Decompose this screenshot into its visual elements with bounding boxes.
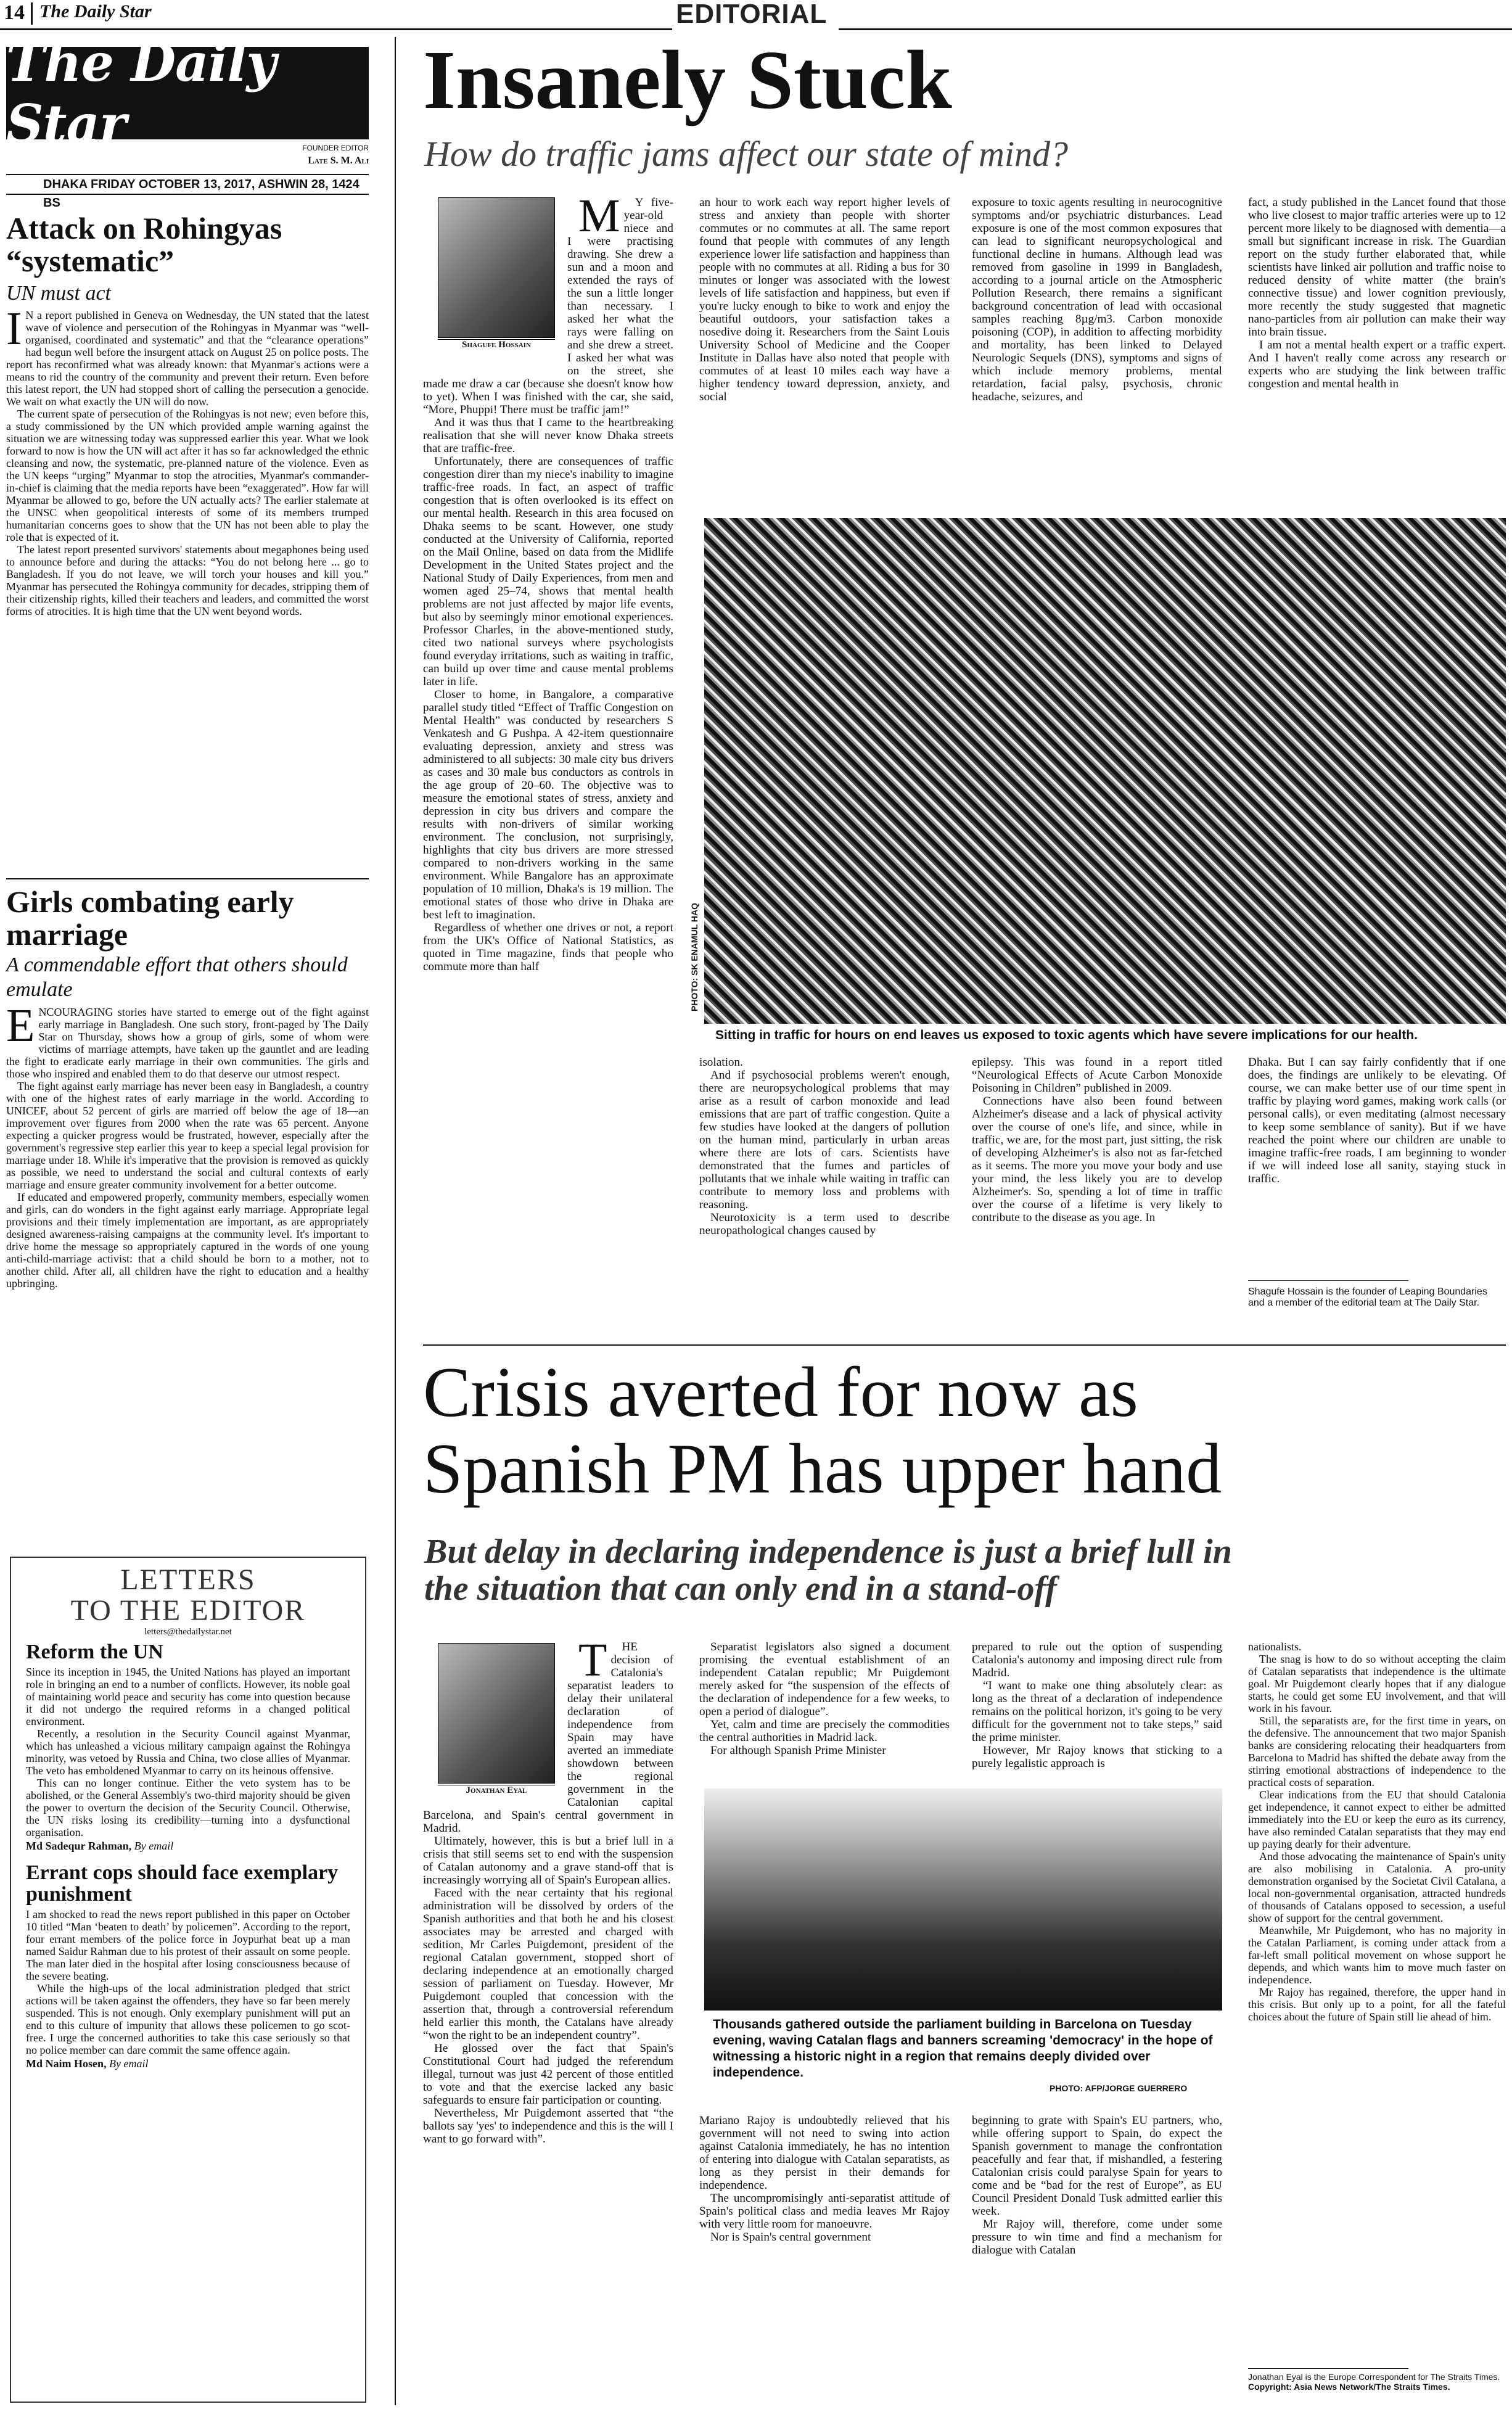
daily-star-logo: The Daily Star bbox=[6, 47, 369, 139]
paper-name: The Daily Star bbox=[39, 1, 152, 22]
founder-name: Late S. M. Ali bbox=[308, 155, 369, 166]
author-bio: Jonathan Eyal is the Europe Correspondent for The Straits Times. Copyright: Asia News Network/The Straits Times. bbox=[1248, 2372, 1506, 2392]
photo-credit: PHOTO: SK ENAMUL HAQ bbox=[689, 902, 699, 1011]
page-masthead bbox=[0, 0, 1512, 30]
article-column-4b: Dhaka. But I can say fairly confidently that if one does, the findings are unlikely to be elevating. Of course, we can make better use of our time spent in traffic by playing word games, making work calls (or personal calls), or even meditating (almost necessary to keep some semblance of sanity). But if we have reached the point where our children are unable to imagine traffic-free roads, I am beginning to wonder if we will indeed lose all sanity, staying stuck in traffic. bbox=[1248, 1056, 1506, 1185]
headline: Girls combating early marriage bbox=[6, 884, 294, 952]
dateline: DHAKA FRIDAY OCTOBER 13, 2017, ASHWIN 28, 1424 BS bbox=[6, 174, 369, 195]
letter-body: I am shocked to read the news report published in this paper on October 10 titled “Man ‘beaten to death’ by policemen”. According to the report, four errant members of the police force in Joypurhat beat up a man named Saidur Rahman due to his protest of their assault on some people. The man later died in the hospital after losing consciousness because of the severe beating. While the high-ups of the local administration pledged that strict actions will be taken against the offenders, they have so far been merely suspended. This is not enough. Only exemplary punishment will put an end to this culture of impunity that allows these policemen to go scot-free. I urge the concerned authorities to take this case seriously so that no police member can dare commit the same offence again. Md Naim Hosen, By email bbox=[26, 1908, 350, 2070]
article-column-4: nationalists. The snag is how to do so without accepting the claim of Catalan separatists that independence is the ultimate goal. Mr Puigdemont clearly hopes that if any dialogue starts, he could get some EU involvement, and that will work in his favour. Still, the separatists are, for the first time in years, on the defensive. The announcement that two major Spanish banks are considering relocating their headquarters from Barcelona to Madrid has shifted the debate away from the stirring emotional abstractions of independence to the practical costs of separation. Clear indications from the EU that should Catalonia get independence, it cannot expect to either be admitted immediately into the EU or keep the euro as its currency, have also reminded Catalan separatists that they may end up paying dearly for their adventure. And those advocating the maintenance of Spain's unity are also mobilising in Catalonia. A pro-unity demonstration organised by the Societat Civil Catalana, a local non-governmental organisation, attracted hundreds of thousands of Catalans opposed to secession, a useful show of support for the central government. Meanwhile, Mr Puigdemont, who has no majority in the Catalan Parliament, is coming under attack from a far-left small political movement on whose support he depends, and which wants him to move much faster on independence. Mr Rajoy has regained, therefore, the upper hand in this crisis. But only up to a point, for all the fateful choices about the future of Spain still lie ahead of him. bbox=[1248, 1640, 1506, 2023]
subheadline: A commendable effort that others should emulate bbox=[6, 953, 348, 1001]
drop-cap: T bbox=[578, 1634, 607, 1686]
letters-email[interactable]: letters@thedailystar.net bbox=[144, 1627, 232, 1637]
letter-signature: Md Naim Hosen, bbox=[26, 2057, 107, 2070]
letter-body: Since its inception in 1945, the United Nations has played an important role in bringing an end to a number of conflicts. However, its noble goal of maintaining world peace and security has come into question because it did not undergo the required reforms in a changed political environment. Recently, a resolution in the Security Council against Myanmar, which has unleashed a vicious military campaign against the Rohingya minority, was vetoed by Russia and China, two close allies of Myanmar. The veto has emboldened Myanmar to carry on its heinous offensive. This can no longer continue. Either the veto system has to be abolished, or the General Assembly's two-third majority should be given the power to overturn the decision of the Security Council. Otherwise, the UN risks losing its credibility—turning into a dysfunctional organisation. Md Sadequr Rahman, By email bbox=[26, 1665, 350, 1852]
article-subheadline: How do traffic jams affect our state of mind? bbox=[424, 134, 1068, 174]
drop-cap: E bbox=[6, 1000, 35, 1052]
article-headline: Insanely Stuck bbox=[423, 34, 952, 126]
letter-title: Reform the UN bbox=[26, 1640, 163, 1663]
article-column-2: an hour to work each way report higher levels of stress and anxiety than people with shorter commutes or no commutes at all. The same report found that people with commutes of any length experience lower life satisfaction and happiness than people with no commutes at all. Riding a bus for 30 minutes or longer was associated with the lowest levels of life satisfaction and happiness, but even if you're lucky enough to bike to work and enjoy the beautiful outdoors, your satisfaction takes a nosedive doing it. Researchers from the Saint Louis University School of Medicine and the Cooper Institute in Dallas have also noted that people with commutes of at least 10 miles each way have a higher tendency toward depression, anxiety, and social bbox=[699, 196, 950, 403]
article-column-3: prepared to rule out the option of suspending Catalonia's autonomy and imposing direct rule from Madrid. “I want to make one thing absolutely clear: as long as the threat of a declaration of independence remains on the political horizon, it's going to be very difficult for the government not to take steps,” said the prime minister. However, Mr Rajoy knows that sticking to a purely legalistic approach is bbox=[972, 1640, 1222, 1770]
letters-box bbox=[10, 1557, 366, 2403]
author-name: Shagufe Hossain bbox=[438, 339, 555, 350]
letter-signature: Md Sadequr Rahman, bbox=[26, 1839, 132, 1852]
traffic-jam-photo bbox=[704, 518, 1506, 1024]
header-rule-left bbox=[0, 28, 672, 30]
section-title: EDITORIAL bbox=[676, 0, 828, 29]
founder-block bbox=[6, 143, 369, 167]
divider bbox=[1248, 1280, 1408, 1281]
author-name: Jonathan Eyal bbox=[438, 1785, 555, 1796]
header-rule-right bbox=[839, 28, 1512, 30]
letter-title: Errant cops should face exemplary punishment bbox=[26, 1861, 339, 1906]
editorial-rohingya bbox=[6, 212, 369, 617]
divider bbox=[6, 878, 369, 879]
article-column-1: T HE decision of Catalonia's separatist leaders to delay their unilateral declaration of independence from Spain may have averted an immediate showdown between the regional government in the Catalonian capital Barcelona, and Spain's central government in Madrid. Ultimately, however, this is but a brief lull in a crisis that still seems set to end with the suspension of Catalan autonomy and a grave stand-off that is increasingly worrying all of Spain's European allies. Faced with the near certainty that his regional administration will be dissolved by orders of the Spanish authorities and that both he and his closest associates may be arrested and charged with sedition, Mr Carles Puigdemont, president of the regional Catalan government, stopped short of declaring independence at an emotionally charged session of parliament on Tuesday. However, Mr Puigdemont coupled that concession with the assertion that, through a controversial referendum held earlier this month, the Catalans have already “won the right to be an independent country”. He glossed over the fact that Spain's Constitutional Court had judged the referendum illegal, turnout was just 42 percent of those entitled to vote and that the exercise lacked any basic safeguards to ensure fair participation or counting. Nevertheless, Mr Puigdemont asserted that “the ballots say 'yes' to independence and this is the will I want to go forward with”. bbox=[423, 1634, 673, 2146]
letters-heading: LETTERS bbox=[120, 1563, 256, 1596]
article-column-3b: epilepsy. This was found in a report titled “Neurological Effects of Acute Carbon Monoxide Poisoning in Children” published in 2009. Connections have also been found between Alzheimer's disease and a lack of physical activity over the course of one's life, and since, while in traffic, we are, for the most part, just sitting, the risk of developing Alzheimer's is also not as far-fetched as it seems. The more you move your body and use your mind, the less likely you are to develop Alzheimer's. So, spending a lot of time in traffic over the course of a lifetime is very likely to contribute to the disease as you age. In bbox=[972, 1056, 1222, 1224]
article-column-1: M Y five-year-old niece and I were practising drawing. She drew a sun and a moon and extended the rays of the sun a little longer than necessary. I asked her what the rays were falling on and she drew a street. I asked her what was on the street, she made me draw a car (because she doesn't know how to yet). When I was finished with the car, she said, “More, Phuppi! There must be traffic jam!” And it was thus that I came to the heartbreaking realisation that she will never know Dhaka streets that are traffic-free. Unfortunately, there are consequences of traffic congestion direr than my niece's inability to imagine traffic-free roads. In fact, an aspect of traffic congestion that is often overlooked is its effect on our mental health. Research in this area focused on Dhaka seems to be scant. However, one study conducted at the University of California, reported on the Mail Online, based on data from the Midlife Development in the United States project and the National Study of Daily Experiences, from men and women aged 25–74, shows that mental health problems are not just affected by major life events, but also by seemingly minor emotional experiences. Professor Charles, in the above-mentioned study, cited two national surveys where psychologists found everyday irritations, such as waiting in traffic, can build up over time and cause mental problems later in life. Closer to home, in Bangalore, a comparative parallel study titled “Effect of Traffic Congestion on Mental Health” was conducted by researchers S Venkatesh and G Pushpa. A 42-item questionnaire evaluating depression, anxiety and stress was administered to all subjects: 30 male city bus drivers as cases and 30 male bus conductors as controls in the age group of 20–60. The objective was to measure the emotional states of stress, anxiety and depression in city bus drivers and compare the results with non-drivers of similar working environment. The conclusion, not surprisingly, highlights that city bus drivers are more stressed compared to non-drivers working in the same environment. While Bangalore has an approximate population of 10 million, Dhaka's is 19 million. The emotional states of those who drive in Dhaka are best left to imagination. Regardless of whether one drives or not, a report from the UK's Office of National Statistics, as quoted in Time magazine, finds that people who commute more than half bbox=[423, 190, 673, 973]
drop-cap: M bbox=[578, 190, 620, 242]
page-number: 14 bbox=[4, 1, 25, 24]
article-column-4: fact, a study published in the Lancet found that those who live closest to major traffic arteries were up to 12 percent more likely to be diagnosed with dementia—a small but significant increase in risk. The Guardian report on the study further elaborated that, while scientists have linked air pollution and traffic noise to reduced density of white matter (the brain's connective tissue) and lower cognition previously, more recently the study suggested that magnetic nano-particles from air pollution can make their way into brain tissue. I am not a mental health expert or a traffic expert. And I haven't really come across any research or experts who are studying the link between traffic congestion and mental health in bbox=[1248, 196, 1506, 390]
author-bio: Shagufe Hossain is the founder of Leaping Boundaries and a member of the editorial team at The Daily Star. bbox=[1248, 1286, 1487, 1308]
barcelona-rally-photo bbox=[704, 1788, 1222, 2011]
article-body: I N a report published in Geneva on Wednesday, the UN stated that the latest wave of violence and persecution of the Rohingyas in Myanmar was “well-organised, coordinated and systematic” and that the “clearance operations” had begun well before the insurgent attack on August 25 on police posts. The report has reconfirmed what was already known: that Myanmar's actions were a means to rid the country of the community and prevent their return. Even before this latest report, the UN had stopped short of calling the persecution a genocide. We wait on what exactly the UN will do now. The current spate of persecution of the Rohingyas is not new; even before this, a study commissioned by the UN which provided ample warning against the situation we are witnessing today was suppressed earlier this year. What we look forward to now is how the UN will act after it has so far acknowledged the ethnic cleansing and now, the systematic, pre-planned nature of the violence. Even as the UN keeps “urging” Myanmar to stop the atrocities, Myanmar's commander-in-chief is claiming that the media reports have been “exaggerated”. How far will Myanmar be allowed to go, before the UN actually acts? The earlier stalemate at the UNSC when geopolitical interests of some of its members trumped humanitarian concerns goes to show that the UN has not been able to play the role that is expected of it. The latest report presented survivors' statements about megaphones being used to announce before and during the attacks: “You do not belong here ... go to Bangladesh. If you do not leave, we will torch your houses and kill you.” Myanmar has persecuted the Rohingya community for decades, stripping them of their citizenship rights, killed their teachers and leaders, and committed the worst forms of atrocities. It is high time that the UN went beyond words. bbox=[6, 303, 369, 617]
article-column-3: exposure to toxic agents resulting in neurocognitive symptoms and/or psychiatric disturbances. Lead exposure is one of the most common exposures that can lead to significant neuropsychological and functional decline in humans. Although lead was removed from gasoline in 1999 in Bangladesh, according to a journal article on the Atmospheric Pollution Research, there remains a significant background concentration of lead with occasional samples reaching 8µg/m3. Carbon monoxide poisoning (COP), in addition to affecting morbidity and mortality, has been linked to Delayed Neurologic Sequels (DNS), symptoms and signs of which include memory problems, mental retardation, facial palsy, psychosis, chronic headache, seizures, and bbox=[972, 196, 1222, 403]
headline: Attack on Rohingyas “systematic” bbox=[6, 211, 282, 278]
article-subheadline: But delay in declaring independence is just a brief lull in the situation that can only end in a stand-off bbox=[424, 1533, 1232, 1608]
divider bbox=[1248, 2368, 1408, 2369]
copyright: Copyright: Asia News Network/The Straits Times. bbox=[1248, 2382, 1450, 2392]
divider bbox=[423, 1344, 1506, 1346]
photo-credit: PHOTO: AFP/JORGE GUERRERO bbox=[1050, 2083, 1188, 2093]
photo-caption: Sitting in traffic for hours on end leaves us exposed to toxic agents which have severe implications for our health. bbox=[715, 1028, 1418, 1042]
article-headline: Crisis averted for now as Spanish PM has upper hand bbox=[423, 1353, 1222, 1509]
editorial-early-marriage bbox=[6, 886, 369, 1290]
divider bbox=[31, 2, 33, 25]
article-column-2b: Mariano Rajoy is undoubtedly relieved that his government will not need to swing into action against Catalonia immediately, he has no intention of entering into dialogue with Catalan separatists, as long as they persist in their demands for independence. The uncompromisingly anti-separatist attitude of Spain's political class and media leaves Mr Rajoy with very little room for manoeuvre. Nor is Spain's central government bbox=[699, 2114, 950, 2244]
article-column-2b: isolation. And if psychosocial problems weren't enough, there are neuropsychological problems that may arise as a result of carbon monoxide and lead emissions that are part of traffic congestion. Quite a few studies have looked at the dangers of pollution on the human mind, particularly in urban areas where there are lots of cars. Scientists have demonstrated that the fumes and particles of pollutants that we inhale while waiting in traffic can contribute to memory loss and problems with reasoning. Neurotoxicity is a term used to describe neuropathological changes caused by bbox=[699, 1056, 950, 1237]
founder-label: FOUNDER EDITOR bbox=[302, 144, 369, 152]
article-column-3b: beginning to grate with Spain's EU partners, who, while offering support to Spain, do expect the Spanish government to manage the confrontation peacefully and fear that, if mishandled, a festering Catalonian crisis could paralyse Spain for years to come and be “bad for the rest of Europe”, as EU Council President Donald Tusk admitted earlier this week. Mr Rajoy will, therefore, come under some pressure to win time and find a mechanism for dialogue with Catalan bbox=[972, 2114, 1222, 2257]
column-divider bbox=[395, 37, 396, 2405]
subheadline: UN must act bbox=[6, 282, 111, 305]
article-column-2: Separatist legislators also signed a document promising the eventual establishment of an independent Catalan republic; Mr Puigdemont merely asked for “the suspension of the effects of the declaration of independence for a few weeks, to open a period of dialogue”. Yet, calm and time are precisely the commodities the central authorities in Madrid lack. For although Spanish Prime Minister bbox=[699, 1640, 950, 1757]
photo-caption: Thousands gathered outside the parliament building in Barcelona on Tuesday evening, waving Catalan flags and banners screaming 'democracy' in the hope of witnessing a historic night in a region that remains deeply divided over independence. bbox=[713, 2017, 1213, 2080]
article-body: ENCOURAGING stories have started to emerge out of the fight against early marriage in Bangladesh. One such story, front-paged by The Daily Star on Thursday, shows how a group of girls, some of whom were victims of marriage attempts, have taken up the gauntlet and are leading the fight to eradicate early marriage in their own communities. The girls and those who inspired and enabled them to do that deserve our utmost respect. The fight against early marriage has never been easy in Bangladesh, a country with one of the highest rates of early marriage in the world. According to UNICEF, about 52 percent of girls are married off below the age of 18—an improvement over figures from 2000 when the rate was 65 percent. Anyone expecting a quicker progress would be frustrated, however, especially after the government's regressive step earlier this year to keep a special legal provision for marriage under 18. While it's imperative that the provision is removed as quickly as possible, we need to understand the social and cultural contexts of early marriage and ensure greater community involvement for a better outcome. If educated and empowered properly, community members, especially women and girls, can do wonders in the fight against early marriage. Appropriate legal provisions and their timely implementation are important, as are appropriately designed awareness-raising campaigns at the community level. It's important to drive home the message so appropriately captured in the words of one young anti-child-marriage activist: that a child should be born to a mother, not to another child. After all, all children have the right to education and a healthy upbringing. bbox=[6, 1000, 369, 1290]
letters-heading-2: TO THE EDITOR bbox=[70, 1594, 306, 1627]
drop-cap: I bbox=[6, 303, 22, 355]
